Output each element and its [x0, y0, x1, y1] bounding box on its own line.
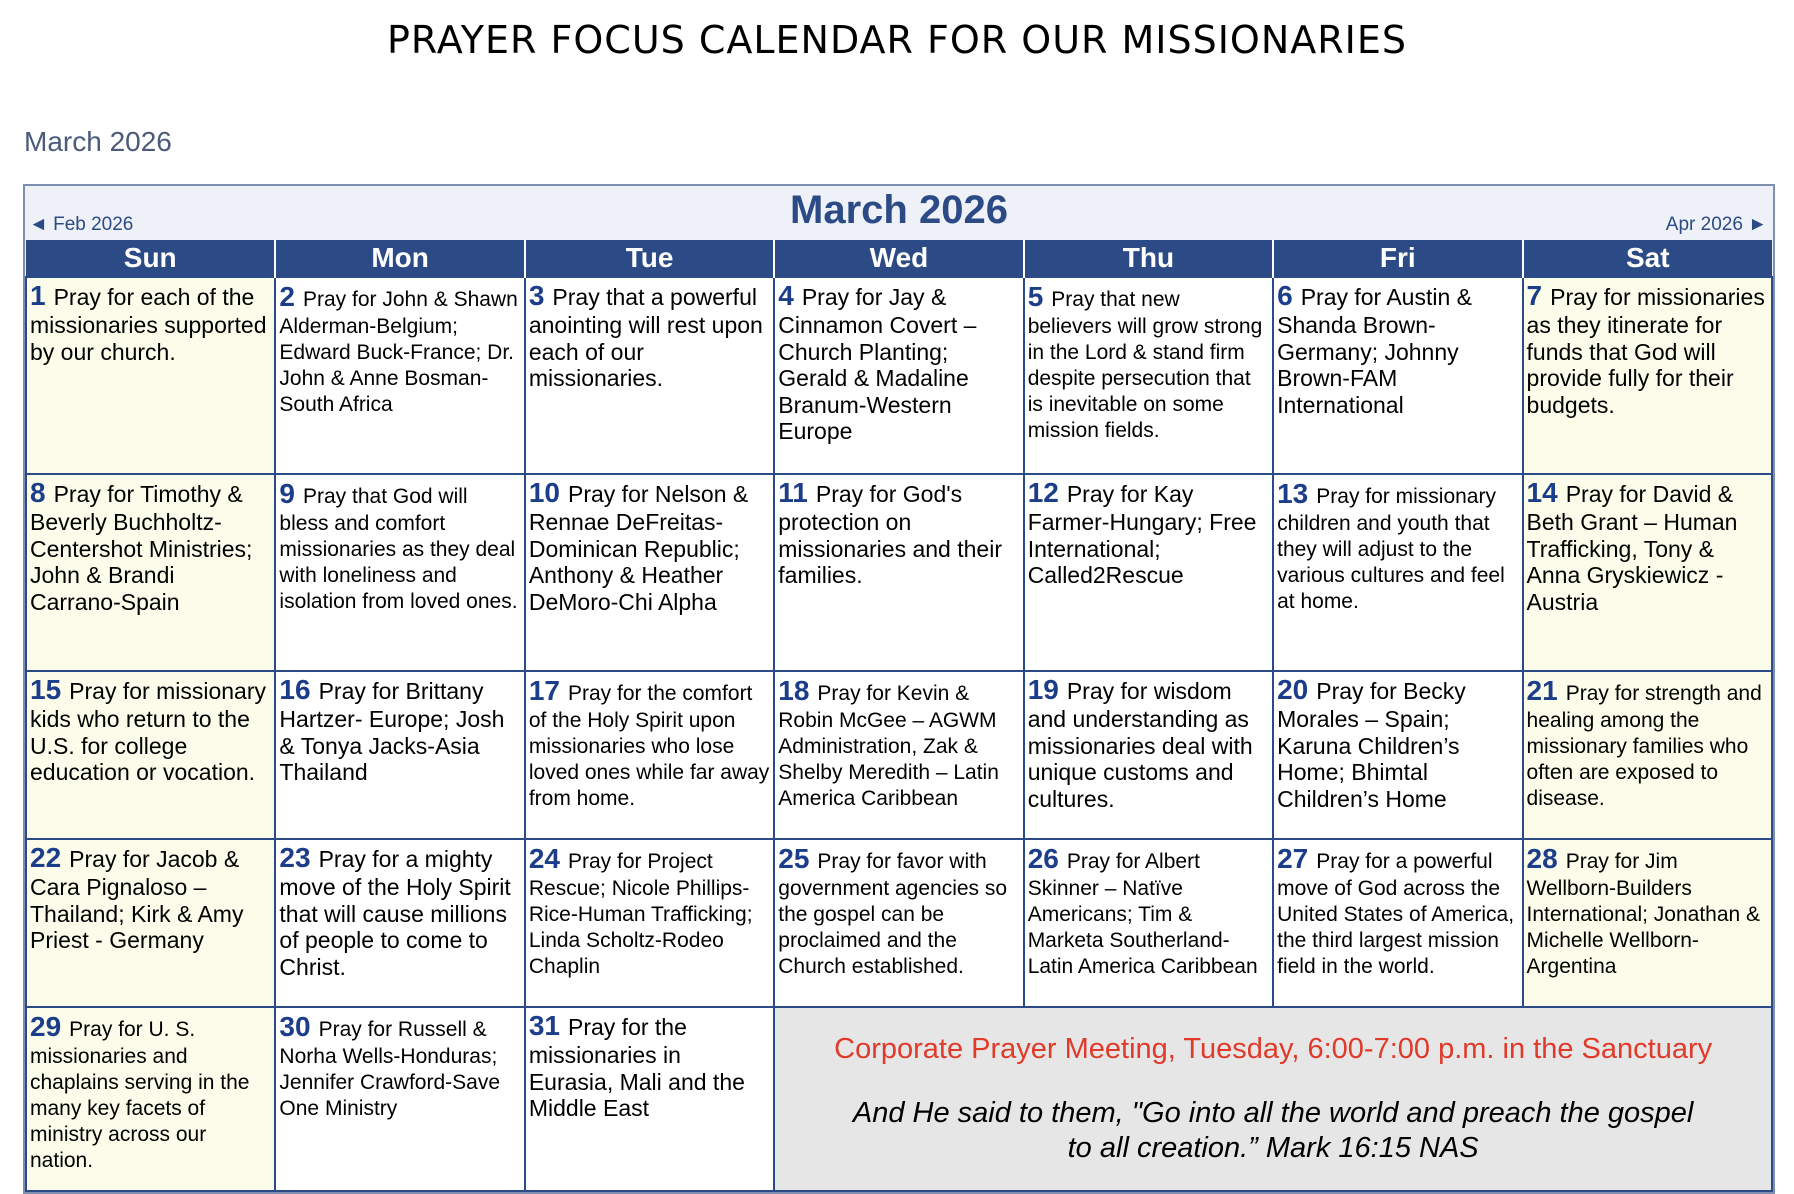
day-text: Pray for missionary children and youth that they will adjust to the various cultures and feel at home.: [1277, 485, 1505, 613]
day-cell-16: [275, 671, 524, 839]
day-cell-8: [26, 474, 275, 671]
week-row: [26, 277, 1772, 474]
day-text: Pray for the missionaries in Eurasia, Mali and the Middle East: [528, 1014, 745, 1122]
day-cell-14: [1523, 474, 1772, 671]
day-text: Pray that a powerful anointing will rest upon each of our missionaries.: [528, 284, 763, 392]
day-cell-19: [1024, 671, 1273, 839]
day-cell-28: [1523, 839, 1772, 1007]
day-cell-22: [26, 839, 275, 1007]
day-text: Pray for Project Rescue; Nicole Phillips-Rice-Human Trafficking; Linda Scholtz-Rodeo Chaplin: [528, 850, 753, 978]
weekday-thu: Thu: [1024, 240, 1273, 277]
day-number: 25: [778, 843, 810, 874]
day-text: Pray for John & Shawn Alderman-Belgium; Edward Buck-France; Dr. John & Anne Bosman-South Africa: [279, 288, 518, 416]
day-number: 26: [1027, 843, 1059, 874]
week-row: [26, 839, 1772, 1007]
day-cell-11: [774, 474, 1023, 671]
day-cell-4: [774, 277, 1023, 474]
day-text: Pray for the comfort of the Holy Spirit upon missionaries who lose loved ones while far away from home.: [528, 682, 770, 810]
day-cell-13: [1273, 474, 1522, 671]
day-text: Pray for Kevin & Robin McGee – AGWM Administration, Zak & Shelby Meredith – Latin America Caribbean: [778, 682, 999, 810]
day-text: Pray for favor with government agencies so the gospel can be proclaimed and the Church established.: [778, 850, 1008, 978]
day-cell-9: [275, 474, 524, 671]
day-number: 6: [1277, 280, 1293, 311]
day-cell-6: [1273, 277, 1522, 474]
day-number: 30: [279, 1011, 311, 1042]
weekday-tue: Tue: [525, 240, 774, 277]
day-number: 14: [1526, 477, 1558, 508]
calendar-footer-note: [774, 1007, 1772, 1191]
day-text: Pray for Russell & Norha Wells-Honduras; Jennifer Crawford-Save One Ministry: [279, 1018, 501, 1121]
day-cell-31: [525, 1007, 774, 1191]
calendar: [23, 184, 1775, 1194]
day-number: 27: [1277, 843, 1309, 874]
day-cell-21: [1523, 671, 1772, 839]
day-cell-26: [1024, 839, 1273, 1007]
day-number: 16: [279, 674, 311, 705]
day-number: 13: [1277, 478, 1309, 509]
day-number: 2: [279, 281, 295, 312]
calendar-header: [25, 186, 1773, 240]
day-text: Pray for Austin & Shanda Brown-Germany; Johnny Brown-FAM International: [1277, 284, 1472, 418]
day-text: Pray for David & Beth Grant – Human Trafficking, Tony & Anna Gryskiewicz - Austria: [1526, 481, 1738, 615]
week-row: [26, 1007, 1772, 1191]
prev-month-link[interactable]: ◄ Feb 2026: [29, 214, 134, 235]
prayer-meeting-notice: Corporate Prayer Meeting, Tuesday, 6:00-7:00 p.m. in the Sanctuary: [834, 1032, 1713, 1065]
weekday-sun: Sun: [26, 240, 275, 277]
day-cell-10: [525, 474, 774, 671]
weekday-sat: Sat: [1523, 240, 1772, 277]
day-cell-18: [774, 671, 1023, 839]
day-text: Pray for Timothy & Beverly Buchholtz-Centershot Ministries; John & Brandi Carrano-Spain: [30, 481, 253, 615]
weekday-fri: Fri: [1273, 240, 1522, 277]
day-text: Pray for Jacob & Cara Pignaloso – Thailand; Kirk & Amy Priest - Germany: [30, 846, 244, 954]
page-title: PRAYER FOCUS CALENDAR FOR OUR MISSIONARIES: [386, 18, 1408, 62]
day-cell-27: [1273, 839, 1522, 1007]
day-number: 3: [528, 280, 545, 311]
calendar-title: March 2026: [790, 188, 1008, 232]
day-cell-1: [26, 277, 275, 474]
day-text: Pray that new believers will grow strong in the Lord & stand firm despite persecution that is inevitable on some mission fields.: [1027, 288, 1263, 442]
day-cell-12: [1024, 474, 1273, 671]
day-cell-25: [774, 839, 1023, 1007]
day-cell-7: [1523, 277, 1772, 474]
calendar-grid: [25, 240, 1773, 1192]
day-text: Pray for U. S. missionaries and chaplains serving in the many key facets of ministry across our nation.: [30, 1018, 250, 1172]
day-number: 9: [279, 478, 295, 509]
next-month-link[interactable]: Apr 2026 ►: [1665, 214, 1767, 235]
day-number: 21: [1526, 675, 1558, 706]
day-number: 4: [778, 280, 794, 311]
day-number: 20: [1277, 674, 1309, 705]
day-text: Pray for missionary kids who return to the U.S. for college education or vocation.: [30, 678, 266, 786]
day-number: 12: [1027, 477, 1059, 508]
month-heading: March 2026: [24, 126, 172, 157]
day-text: Pray for Nelson & Rennae DeFreitas-Dominican Republic; Anthony & Heather DeMoro-Chi Alpha: [528, 481, 749, 615]
day-cell-23: [275, 839, 524, 1007]
day-text: Pray for a mighty move of the Holy Spirit that will cause millions of people to come to Christ.: [279, 846, 511, 980]
day-cell-15: [26, 671, 275, 839]
day-number: 17: [528, 675, 560, 706]
day-cell-24: [525, 839, 774, 1007]
day-cell-5: [1024, 277, 1273, 474]
day-number: 5: [1027, 281, 1044, 312]
day-cell-20: [1273, 671, 1522, 839]
scripture-verse: [795, 1096, 1751, 1166]
day-number: 10: [528, 477, 560, 508]
day-number: 28: [1526, 843, 1558, 874]
day-text: Pray for a powerful move of God across the United States of America, the third largest mission field in the world.: [1277, 850, 1515, 978]
day-text: Pray for wisdom and understanding as missionaries deal with unique customs and cultures.: [1027, 678, 1253, 812]
day-text: Pray for strength and healing among the missionary families who often are exposed to disease.: [1526, 682, 1762, 810]
day-text: Pray for Becky Morales – Spain; Karuna Children’s Home; Bhimtal Children’s Home: [1277, 678, 1466, 812]
day-text: Pray for Brittany Hartzer- Europe; Josh & Tonya Jacks-Asia Thailand: [279, 678, 505, 786]
day-number: 19: [1027, 674, 1059, 705]
day-number: 11: [778, 477, 808, 508]
week-row: [26, 671, 1772, 839]
day-text: Pray for missionaries as they itinerate for funds that God will provide fully for their budgets.: [1526, 284, 1765, 418]
verse-line: And He said to them, "Go into all the world and preach the gospel: [852, 1096, 1694, 1129]
weekday-header-row: [26, 240, 1772, 277]
day-cell-2: [275, 277, 524, 474]
day-number: 29: [30, 1011, 62, 1042]
day-text: Pray for each of the missionaries supported by our church.: [30, 284, 267, 365]
day-text: Pray for Kay Farmer-Hungary; Free International; Called2Rescue: [1027, 481, 1257, 589]
day-cell-17: [525, 671, 774, 839]
day-number: 23: [279, 842, 311, 873]
day-cell-30: [275, 1007, 524, 1191]
day-number: 7: [1526, 280, 1543, 311]
day-text: Pray for Albert Skinner – Natïve Americans; Tim & Marketa Southerland-Latin America Caribbean: [1027, 850, 1258, 978]
day-text: Pray for Jim Wellborn-Builders International; Jonathan & Michelle Wellborn-Argentina: [1526, 850, 1761, 978]
day-number: 31: [528, 1010, 560, 1041]
weekday-wed: Wed: [774, 240, 1023, 277]
day-text: Pray for God's protection on missionaries and their families.: [778, 481, 1002, 589]
day-number: 15: [30, 674, 62, 705]
day-number: 8: [30, 477, 46, 508]
day-text: Pray that God will bless and comfort missionaries as they deal with loneliness and isolation from loved ones.: [279, 485, 518, 613]
day-text: Pray for Jay & Cinnamon Covert – Church Planting; Gerald & Madaline Branum-Western Europe: [778, 284, 977, 444]
day-number: 24: [528, 843, 560, 874]
weekday-mon: Mon: [275, 240, 524, 277]
day-number: 1: [30, 280, 46, 311]
verse-line: to all creation.” Mark 16:15 NAS: [1067, 1131, 1479, 1164]
week-row: [26, 474, 1772, 671]
day-number: 22: [30, 842, 62, 873]
day-cell-29: [26, 1007, 275, 1191]
day-number: 18: [778, 675, 810, 706]
day-cell-3: [525, 277, 774, 474]
